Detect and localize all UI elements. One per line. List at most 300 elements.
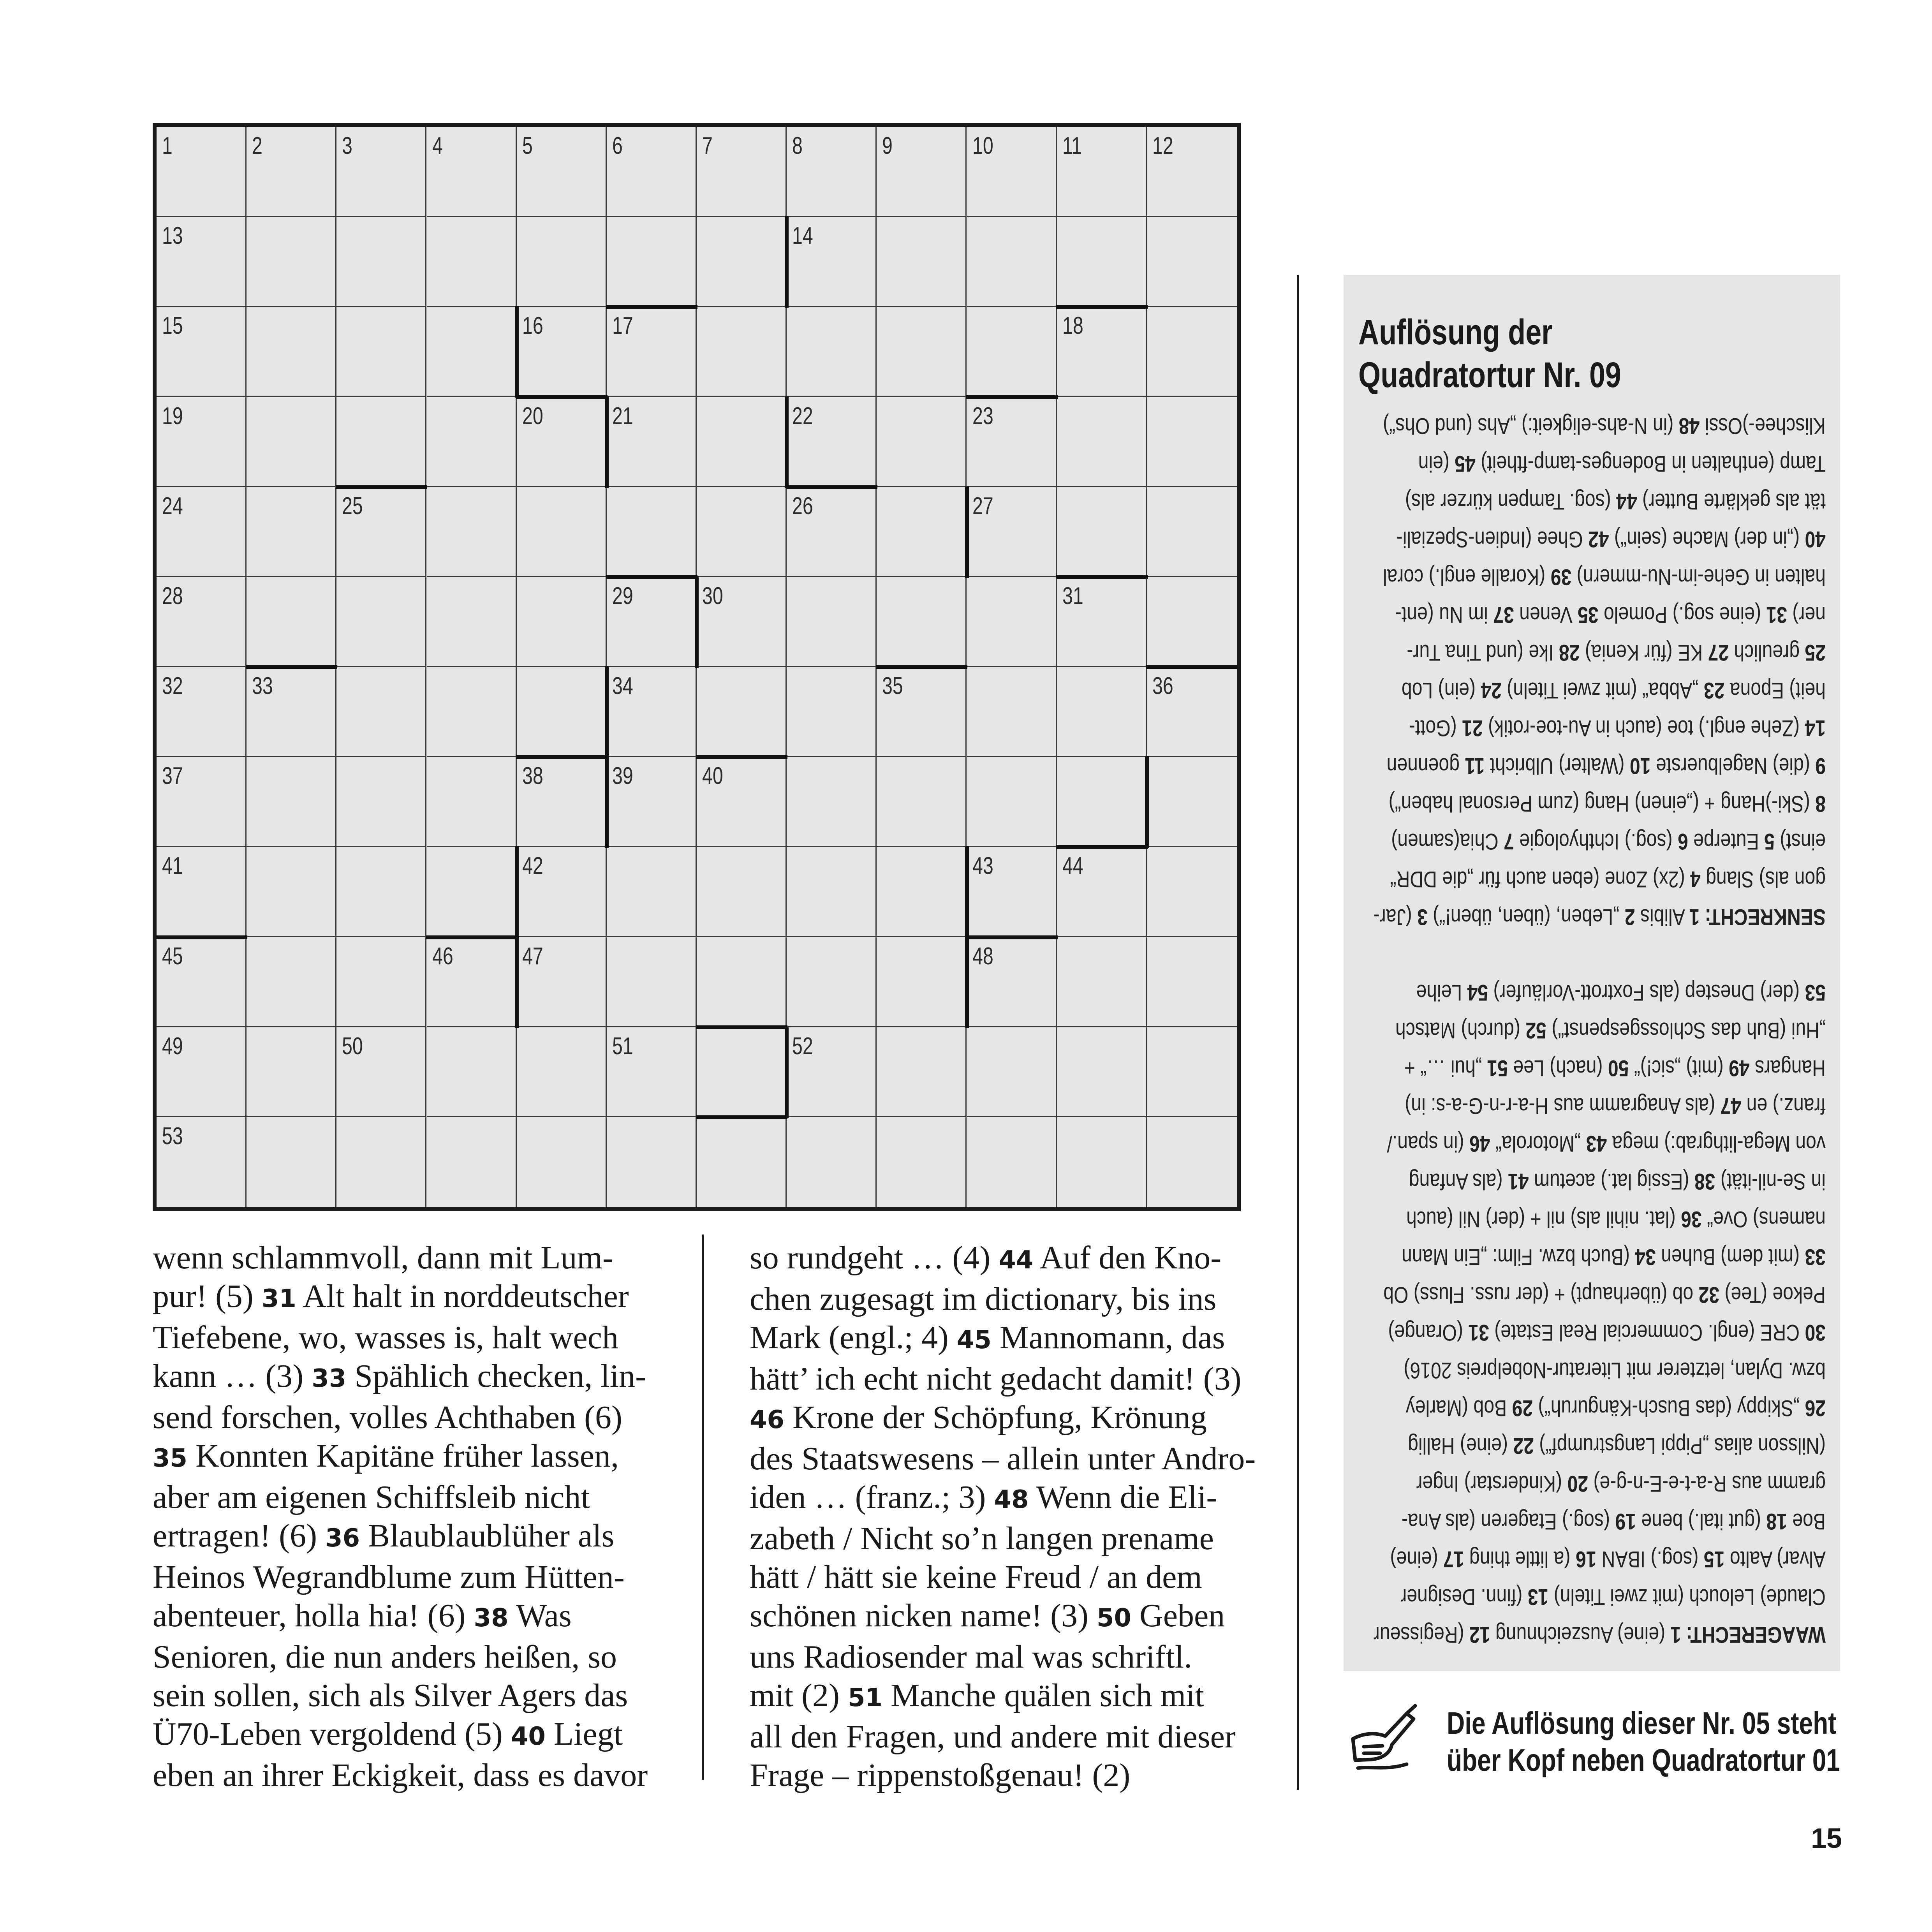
solution-line [1373, 898, 1826, 936]
clue-text: (Regisseur [1373, 1622, 1469, 1647]
grid-cell[interactable] [427, 1117, 517, 1207]
grid-cell[interactable] [1057, 847, 1147, 937]
grid-cell[interactable] [427, 937, 517, 1027]
grid-cell[interactable] [967, 127, 1057, 217]
clue-text: Was [508, 1597, 572, 1634]
grid-cell[interactable] [247, 847, 336, 937]
grid-cell[interactable] [427, 847, 517, 937]
clue-text: namens) Ove“ [1701, 1206, 1826, 1232]
clue-number: 5 [522, 132, 533, 159]
clue-text: Ü70-Leben vergoldend (5) [153, 1716, 511, 1752]
grid-cell[interactable] [517, 1027, 607, 1117]
clue-line [153, 1638, 655, 1676]
grid-cell[interactable] [787, 667, 877, 757]
clue-text: (als Anfang [1409, 1169, 1508, 1194]
grid-cell[interactable] [517, 217, 607, 307]
grid-cell[interactable] [1147, 307, 1237, 397]
grid-cell[interactable] [517, 757, 607, 847]
clue-number-label: 49 [1729, 1055, 1750, 1081]
clue-number-label: 14 [1805, 715, 1826, 741]
grid-cell[interactable] [157, 667, 247, 757]
clue-number-label: 29 [1512, 1395, 1533, 1421]
grid-cell[interactable] [517, 937, 607, 1027]
grid-cell[interactable] [697, 667, 787, 757]
grid-cell[interactable] [787, 217, 877, 307]
clue-number-label: 10 [1629, 753, 1651, 778]
grid-cell[interactable] [336, 1027, 426, 1117]
grid-cell[interactable] [877, 847, 967, 937]
grid-cell[interactable] [877, 127, 967, 217]
grid-cell[interactable] [607, 757, 697, 847]
grid-cell[interactable] [787, 397, 877, 487]
clue-number-label: 17 [1443, 1546, 1464, 1572]
clue-text: Hangars [1749, 1055, 1826, 1081]
clue-number: 33 [252, 673, 273, 699]
grid-cell[interactable] [877, 307, 967, 397]
grid-cell[interactable] [697, 937, 787, 1027]
grid-cell[interactable] [787, 577, 877, 667]
solution-line [1405, 634, 1826, 671]
section-gap [1358, 936, 1826, 974]
clue-number: 44 [1062, 852, 1083, 880]
grid-cell[interactable] [157, 1027, 247, 1117]
clue-line [153, 1357, 655, 1398]
clue-line [153, 1238, 655, 1277]
clue-text: (Zehe engl.) toe (auch in Au-toe-rotik) [1483, 715, 1805, 741]
grid-cell[interactable] [697, 577, 787, 667]
grid-cell[interactable] [697, 847, 787, 937]
grid-cell[interactable] [1147, 487, 1237, 577]
clue-text: iden … (franz.; 3) [750, 1479, 994, 1515]
grid-cell[interactable] [427, 127, 517, 217]
clue-text: KE (für Kenia) [1580, 640, 1708, 665]
grid-cell[interactable] [247, 1027, 336, 1117]
clue-number-label: 18 [1766, 1509, 1787, 1534]
solution-text-upside-down [1358, 407, 1826, 1654]
clues-column-left [153, 1238, 655, 1795]
clue-text: im Nu (ent- [1395, 602, 1493, 627]
clue-text: kann … (3) [153, 1358, 312, 1394]
clue-text: von Mega-lithgrab:) mega [1607, 1131, 1826, 1156]
word-separator-bar [1056, 575, 1148, 579]
grid-cell[interactable] [517, 577, 607, 667]
clue-text: (Walter) Ulbricht [1485, 753, 1630, 778]
clue-number-label: 46 [1469, 1131, 1490, 1156]
grid-cell[interactable] [1147, 577, 1237, 667]
clue-number: 2 [252, 132, 263, 159]
clue-text: (sog.) Ichthyologie [1514, 829, 1678, 854]
grid-cell[interactable] [247, 1117, 336, 1207]
grid-cell[interactable] [607, 397, 697, 487]
grid-cell[interactable] [697, 757, 787, 847]
clue-text: (2x) Zone (eben auch für „die DDR“ [1390, 866, 1691, 892]
grid-cell[interactable] [247, 397, 336, 487]
grid-cell[interactable] [967, 847, 1057, 937]
clue-number: 35 [882, 673, 903, 699]
grid-cell[interactable] [877, 1117, 967, 1207]
grid-cell[interactable] [517, 397, 607, 487]
clue-number-label: 51 [1487, 1055, 1508, 1081]
grid-cell[interactable] [967, 1027, 1057, 1117]
clue-number: 27 [972, 492, 993, 520]
grid-cell[interactable] [157, 127, 247, 217]
clue-number: 6 [612, 132, 623, 159]
clue-text: Mark (engl.; 4) [750, 1319, 957, 1356]
word-separator-bar [786, 485, 877, 489]
clue-text: Alvar) Aalto [1724, 1546, 1826, 1572]
grid-cell[interactable] [427, 577, 517, 667]
grid-cell[interactable] [427, 667, 517, 757]
clue-text: („in der) Mache (sein“) [1609, 527, 1805, 552]
clue-text: Boe [1787, 1509, 1826, 1534]
clue-number: 14 [792, 222, 813, 250]
grid-cell[interactable] [157, 937, 247, 1027]
clue-line [153, 1596, 655, 1638]
clue-line [750, 1519, 1252, 1558]
clue-number: 51 [612, 1032, 633, 1060]
clue-number: 36 [1152, 673, 1173, 699]
grid-cell[interactable] [517, 1117, 607, 1207]
clue-number: 29 [612, 582, 633, 609]
grid-cell[interactable] [787, 757, 877, 847]
clue-text: Ghee (Indien-Speziali- [1396, 527, 1588, 552]
clue-line [750, 1318, 1252, 1360]
word-separator-bar [1056, 305, 1148, 309]
solution-line [1405, 1427, 1826, 1465]
grid-cell[interactable] [1147, 667, 1237, 757]
grid-cell[interactable] [157, 217, 247, 307]
grid-cell[interactable] [1057, 217, 1147, 307]
clue-line [750, 1717, 1252, 1756]
grid-cell[interactable] [967, 577, 1057, 667]
grid-cell[interactable] [157, 757, 247, 847]
word-separator-bar [156, 935, 247, 939]
clue-text: (Orange) [1388, 1320, 1469, 1345]
grid-cell[interactable] [427, 217, 517, 307]
grid-cell[interactable] [697, 127, 787, 217]
clue-line [153, 1558, 655, 1596]
solution-line [1405, 1200, 1826, 1238]
grid-cell[interactable] [157, 397, 247, 487]
grid-cell[interactable] [1057, 307, 1147, 397]
clue-text: (a little thing [1464, 1546, 1576, 1572]
solution-note-line-2: über Kopf neben Quadratortur 01 [1447, 1743, 1840, 1777]
solution-line [1402, 1238, 1826, 1276]
grid-cell[interactable] [787, 1117, 877, 1207]
grid-cell[interactable] [787, 847, 877, 937]
solution-line [1390, 860, 1826, 898]
clue-number-label: 54 [1467, 980, 1488, 1005]
clue-number: 18 [1062, 312, 1083, 340]
grid-cell[interactable] [336, 937, 426, 1027]
grid-cell[interactable] [336, 217, 426, 307]
clue-number-label: 34 [1635, 1244, 1656, 1270]
clue-text: des Staatswesens – allein unter Andro- [750, 1441, 1256, 1477]
clue-number: 39 [612, 763, 633, 790]
grid-cell[interactable] [1147, 847, 1237, 937]
grid-cell[interactable] [336, 847, 426, 937]
clue-number: 42 [522, 852, 543, 880]
grid-cell[interactable] [157, 577, 247, 667]
clue-number-label: 39 [1550, 564, 1572, 590]
grid-cell[interactable] [336, 667, 426, 757]
grid-cell[interactable] [877, 1027, 967, 1117]
grid-cell[interactable] [697, 217, 787, 307]
grid-cell[interactable] [697, 487, 787, 577]
solution-line [1405, 974, 1826, 1011]
clue-number-label: WAAGERECHT: 1 [1670, 1622, 1826, 1647]
word-separator-bar [516, 395, 608, 399]
clue-text: (Koralle engl.) coral [1383, 564, 1551, 590]
clue-number-label: 47 [1720, 1093, 1742, 1118]
grid-cell[interactable] [247, 667, 336, 757]
grid-cell[interactable] [427, 487, 517, 577]
grid-cell[interactable] [1057, 667, 1147, 757]
grid-cell[interactable] [1147, 217, 1237, 307]
grid-cell[interactable] [1057, 397, 1147, 487]
clue-text: (als Anagramm aus H-a-r-n-G-a-s: in) [1405, 1093, 1721, 1118]
solution-line [1387, 1125, 1826, 1162]
grid-cell[interactable] [1147, 937, 1237, 1027]
clues-column-right [750, 1238, 1256, 1795]
clue-line [153, 1715, 655, 1756]
grid-cell[interactable] [697, 1117, 787, 1207]
grid-cell[interactable] [336, 757, 426, 847]
word-separator-bar [515, 937, 519, 1028]
grid-cell[interactable] [967, 307, 1057, 397]
grid-cell[interactable] [157, 307, 247, 397]
grid-cell[interactable] [787, 937, 877, 1027]
grid-cell[interactable] [607, 577, 697, 667]
clue-number: 1 [162, 132, 173, 159]
clue-text: (der) Dnestep (als Foxtrott-Vorläufer) [1488, 980, 1805, 1005]
clue-text: Ike (und Tina Tur- [1407, 640, 1559, 665]
clue-text: hätt / hätt sie keine Freud / an dem [750, 1559, 1202, 1595]
solution-title-line-2: Quadratortur Nr. 09 [1358, 355, 1621, 395]
grid-cell[interactable] [607, 1117, 697, 1207]
clue-text: eben an ihrer Eckigkeit, dass es davor [153, 1757, 648, 1793]
grid-cell[interactable] [517, 847, 607, 937]
grid-cell[interactable] [607, 217, 697, 307]
clue-line [750, 1756, 1252, 1795]
grid-cell[interactable] [967, 667, 1057, 757]
grid-cell[interactable] [967, 217, 1057, 307]
grid-cell[interactable] [967, 1117, 1057, 1207]
grid-cell[interactable] [1147, 397, 1237, 487]
clue-line [153, 1756, 655, 1795]
clue-number-label: 25 [1805, 640, 1826, 665]
grid-cell[interactable] [336, 1117, 426, 1207]
clue-number: 48 [972, 942, 993, 970]
clue-text: Auf den Kno- [1033, 1240, 1222, 1276]
clue-number-label: 27 [1708, 640, 1729, 665]
grid-cell[interactable] [336, 487, 426, 577]
clue-text: (finn. Designer [1400, 1584, 1528, 1610]
grid-cell[interactable] [607, 1027, 697, 1117]
grid-cell[interactable] [607, 487, 697, 577]
grid-cell[interactable] [247, 577, 336, 667]
clue-text: Mannomann, das [991, 1319, 1225, 1356]
clue-number-label: 6 [1677, 829, 1688, 854]
grid-cell[interactable] [517, 667, 607, 757]
solution-line [1390, 1540, 1826, 1578]
grid-cell[interactable] [877, 217, 967, 307]
solution-line [1383, 1276, 1826, 1314]
clue-text: (Essig lat.) acetum [1529, 1169, 1694, 1194]
grid-cell[interactable] [247, 487, 336, 577]
solution-title [1358, 311, 1732, 396]
grid-cell[interactable] [247, 217, 336, 307]
clue-text: Frage – rippenstoßgenau! (2) [750, 1757, 1131, 1793]
grid-cell[interactable] [607, 127, 697, 217]
word-separator-bar [1145, 756, 1149, 848]
clue-number-label: 35 [1578, 602, 1599, 627]
grid-cell[interactable] [517, 127, 607, 217]
grid-cell[interactable] [967, 487, 1057, 577]
clue-number-label: SENKRECHT: 1 [1689, 904, 1826, 930]
clue-number: 17 [612, 312, 633, 340]
grid-cell[interactable] [336, 397, 426, 487]
grid-cell[interactable] [1057, 487, 1147, 577]
grid-cell[interactable] [427, 757, 517, 847]
grid-cell[interactable] [697, 397, 787, 487]
grid-cell[interactable] [1147, 127, 1237, 217]
clue-number-label: 45 [956, 1326, 992, 1354]
grid-cell[interactable] [427, 397, 517, 487]
grid-cell[interactable] [877, 937, 967, 1027]
grid-cell[interactable] [517, 307, 607, 397]
clue-text: Tamp (enthalten in Bodenges-tamp-ftheit) [1475, 451, 1826, 476]
grid-cell[interactable] [877, 397, 967, 487]
clue-text: pur! (5) [153, 1278, 262, 1314]
word-separator-bar [605, 756, 609, 848]
clue-number-label: 45 [1455, 451, 1476, 476]
grid-cell[interactable] [877, 667, 967, 757]
grid-cell[interactable] [157, 487, 247, 577]
grid-cell[interactable] [877, 487, 967, 577]
clue-number-label: 48 [994, 1485, 1029, 1514]
clue-text: ner) [1787, 602, 1826, 627]
grid-cell[interactable] [877, 577, 967, 667]
grid-cell[interactable] [877, 757, 967, 847]
grid-cell[interactable] [1057, 757, 1147, 847]
grid-cell[interactable] [1147, 1027, 1237, 1117]
grid-cell[interactable] [607, 847, 697, 937]
clue-text: Venen [1514, 602, 1578, 627]
grid-cell[interactable] [336, 577, 426, 667]
clue-number-label: 16 [1575, 1546, 1597, 1572]
clue-text: tät als geklärte Butter) [1637, 489, 1826, 514]
clue-text: (Buch bzw. Film: „Ein Mann [1402, 1244, 1635, 1270]
clue-text: Wenn die Eli- [1029, 1479, 1217, 1515]
clue-text: Alt halt in norddeutscher [296, 1278, 629, 1314]
clue-number-label: 21 [1462, 715, 1483, 741]
solution-line [1405, 1087, 1826, 1125]
grid-cell[interactable] [787, 487, 877, 577]
clue-text: (eine sog.) Pomelo [1598, 602, 1766, 627]
grid-cell[interactable] [967, 757, 1057, 847]
grid-cell[interactable] [1147, 1117, 1237, 1207]
grid-cell[interactable] [1057, 1117, 1147, 1207]
solution-note [1447, 1705, 1852, 1779]
clue-number-label: 31 [261, 1284, 296, 1313]
grid-cell[interactable] [247, 127, 336, 217]
clue-number-label: 35 [153, 1444, 188, 1473]
clue-number-label: 36 [1681, 1206, 1702, 1232]
solution-line [1405, 1162, 1826, 1200]
clue-line [750, 1596, 1252, 1638]
clue-text: (mit dem) Buhen [1655, 1244, 1805, 1270]
grid-cell[interactable] [607, 667, 697, 757]
clue-line [153, 1478, 655, 1516]
grid-cell[interactable] [336, 307, 426, 397]
clue-number-label: 41 [1508, 1169, 1529, 1194]
clue-number: 41 [162, 852, 183, 880]
clue-number-label: 42 [1588, 527, 1609, 552]
clue-number-label: 44 [1616, 489, 1637, 514]
grid-cell[interactable] [697, 307, 787, 397]
grid-cell[interactable] [1057, 127, 1147, 217]
clue-number: 22 [792, 402, 813, 430]
clue-line [153, 1318, 655, 1357]
clue-line [750, 1558, 1252, 1596]
clue-text: Spählich checken, lin- [346, 1358, 646, 1394]
grid-cell[interactable] [157, 1117, 247, 1207]
grid-cell[interactable] [157, 847, 247, 937]
grid-cell[interactable] [787, 307, 877, 397]
grid-cell[interactable] [1057, 1027, 1147, 1117]
grid-cell[interactable] [607, 937, 697, 1027]
clue-text: (in N-ahs-eligkeit:) „Ahs (und Ohs“) [1383, 413, 1679, 439]
clue-number-label: 48 [1678, 413, 1700, 439]
solution-line [1405, 445, 1826, 483]
clue-text: Chia(samen) [1391, 829, 1504, 854]
clue-number-label: 28 [1559, 640, 1580, 665]
clue-text: „Leben, (üben, üben!“) [1427, 904, 1625, 930]
grid-cell[interactable] [607, 307, 697, 397]
grid-cell[interactable] [247, 757, 336, 847]
clue-number: 25 [342, 492, 363, 520]
grid-cell[interactable] [247, 307, 336, 397]
grid-cell[interactable] [247, 937, 336, 1027]
solution-line [1386, 747, 1826, 785]
clue-number-label: 19 [1615, 1509, 1636, 1534]
grid-cell[interactable] [427, 1027, 517, 1117]
grid-cell[interactable] [336, 127, 426, 217]
grid-cell[interactable] [1057, 577, 1147, 667]
clue-number: 32 [162, 673, 183, 699]
grid-cell[interactable] [1057, 937, 1147, 1027]
word-separator-bar [1056, 845, 1148, 849]
grid-cell[interactable] [967, 397, 1057, 487]
word-separator-bar [246, 665, 337, 669]
clue-number-label: 3 [1417, 904, 1428, 930]
grid-cell[interactable] [787, 1027, 877, 1117]
clue-number-label: 5 [1764, 829, 1775, 854]
clue-text: (lat. nihil als) nil + (der) Nil (auch [1406, 1206, 1681, 1232]
grid-cell[interactable] [697, 1027, 787, 1117]
clue-text: Konnten Kapitäne früher lassen, [187, 1438, 619, 1474]
clue-text: Blaublaublüher als [360, 1518, 615, 1554]
grid-cell[interactable] [1147, 757, 1237, 847]
clue-line [750, 1360, 1252, 1398]
clue-text: (eine) Hallig [1408, 1433, 1513, 1458]
grid-cell[interactable] [427, 307, 517, 397]
grid-cell[interactable] [787, 127, 877, 217]
grid-cell[interactable] [967, 937, 1057, 1027]
grid-cell[interactable] [517, 487, 607, 577]
clue-number-label: 53 [1805, 980, 1826, 1005]
